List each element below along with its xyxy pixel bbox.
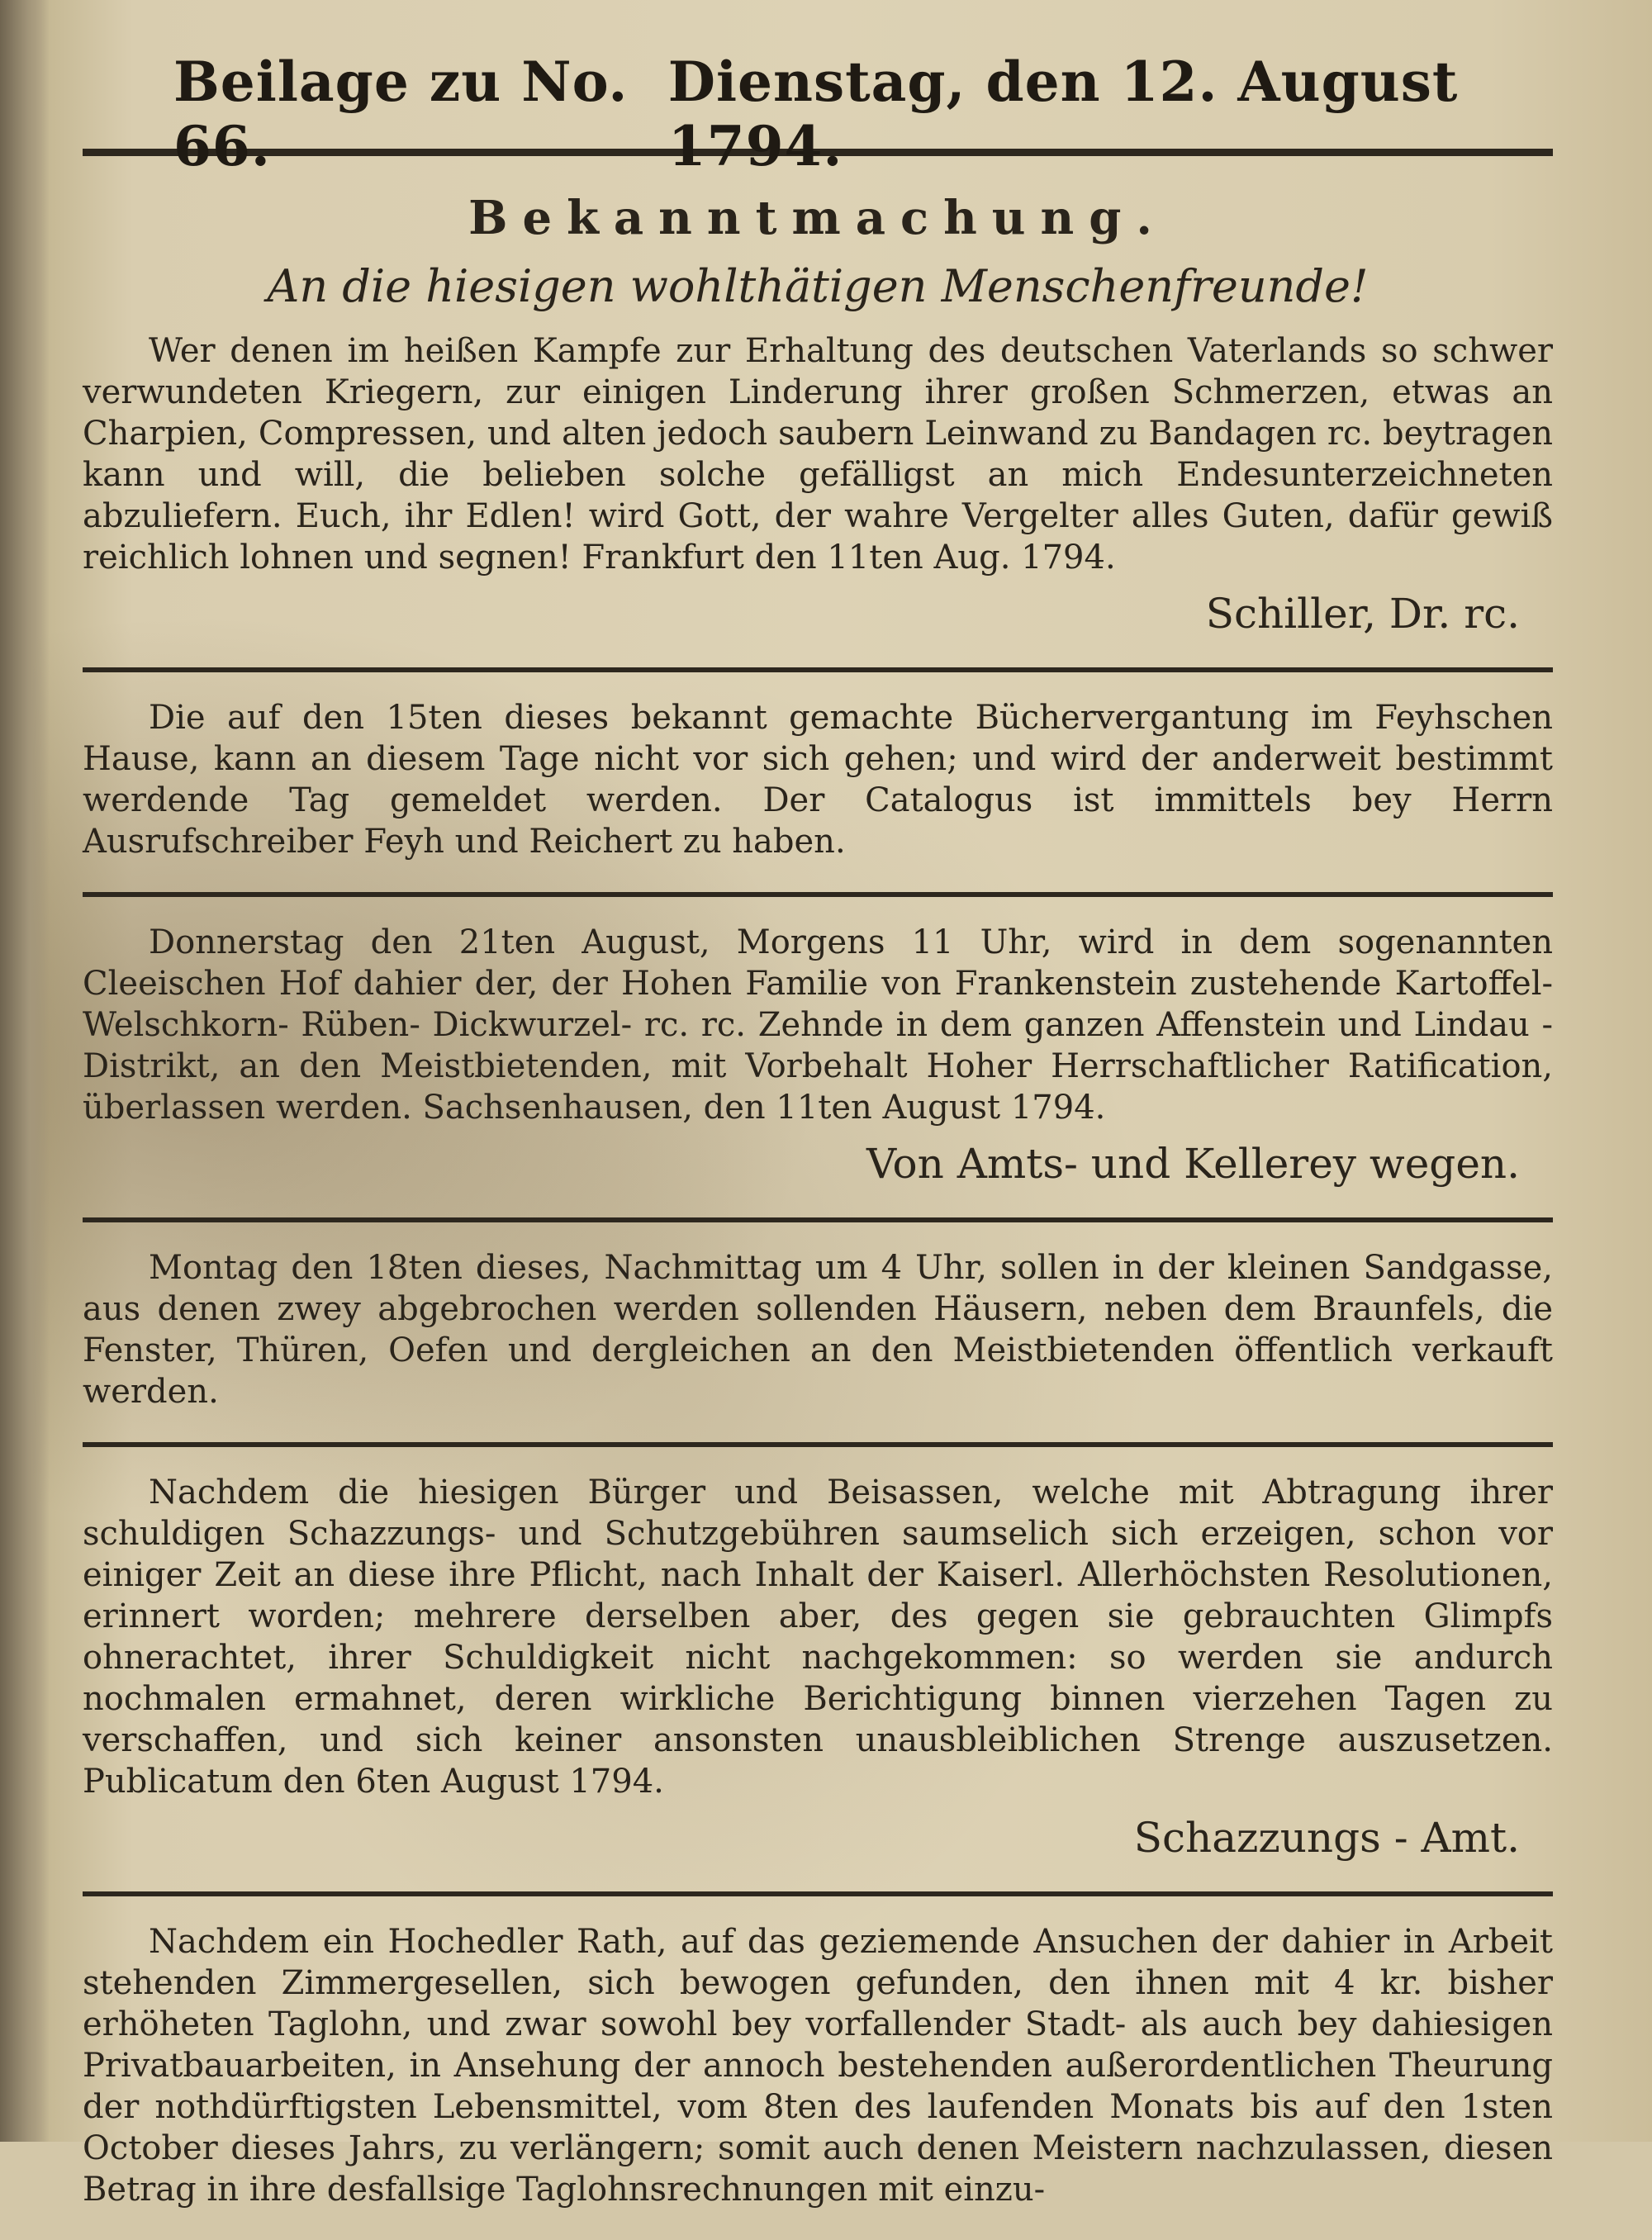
- masthead: [83, 50, 1553, 178]
- notice-4: [83, 1222, 1553, 1442]
- notice-body: Nachdem ein Hochedler Rath, auf das geziemende Ansuchen der dahier in Arbeit stehenden Zimmergesellen, sich bewogen gefunden, den ihnen mit 4 kr. bisher erhöheten Taglohn, und zwar sowohl bey vorfallender Stadt- als auch bey dahiesigen Privatbauarbeiten, in Ansehung der annoch bestehenden außerordentlichen Theurung der nothdürftigsten Lebensmittel, vom 8ten des laufenden Monats bis auf den 1sten October dieses Jahrs, zu verlängern; somit auch denen Meistern nachzulassen, diesen Betrag in ihre desfallsige Taglohnsrechnungen mit einzu-: [83, 1923, 1553, 2209]
- issue-date: Dienstag, den 12. August 1794.: [667, 50, 1459, 178]
- notice-signature: Von Amts- und Kellerey wegen.: [866, 1140, 1520, 1188]
- book-spine-shadow: [0, 0, 50, 2142]
- notice-body: Donnerstag den 21ten August, Morgens 11 Uhr, wird in dem sogenannten Cleeischen Hof dahier der, der Hohen Familie von Frankenstein zustehende Kartoffel- Welschkorn- Rüben- Dickwurzel- rc. rc. Zehnde in dem ganzen Affenstein und Lindau - Distrikt, an den Meistbietenden, mit Vorbehalt Hoher Herrschaftlicher Ratification, überlassen werden. Sachsenhausen, den 11ten August 1794.: [83, 923, 1553, 1127]
- notice-body: Montag den 18ten dieses, Nachmittag um 4 Uhr, sollen in der kleinen Sandgasse, aus denen zwey abgebrochen werden sollenden Häusern, neben dem Braunfels, die Fenster, Thüren, Oefen und dergleichen an den Meistbietenden öffentlich verkauft werden.: [83, 1249, 1553, 1411]
- notice-body: Nachdem die hiesigen Bürger und Beisassen, welche mit Abtragung ihrer schuldigen Schazzungs- und Schutzgebühren saumselich sich erzeigen, schon vor einiger Zeit an diese ihre Pflicht, nach Inhalt der Kaiserl. Allerhöchsten Resolutionen, erinnert worden; mehrere derselben aber, des gegen sie gebrauchten Glimpfs ohnerachtet, ihrer Schuldigkeit nicht nachgekommen: so werden sie andurch nochmalen ermahnet, deren wirkliche Berichtigung binnen vierzehen Tagen zu verschaffen, und sich keiner ansonsten unausbleiblichen Strenge auszusetzen. Publicatum den 6ten August 1794.: [83, 1474, 1553, 1801]
- notice-signature: Schazzungs - Amt.: [1133, 1814, 1520, 1862]
- notice-6: [83, 1896, 1553, 2240]
- notice-3: [83, 897, 1553, 1217]
- notice-headline: Bekanntmachung.: [468, 191, 1167, 245]
- notice-signature: Schiller, Dr. rc.: [1205, 590, 1520, 638]
- notice-5: [83, 1447, 1553, 1891]
- notice-1: [83, 156, 1553, 667]
- notice-body: Wer denen im heißen Kampfe zur Erhaltung des deutschen Vaterlands so schwer verwundeten Kriegern, zur einigen Linderung ihrer großen Schmerzen, etwas an Charpien, Compressen, und alten jedoch saubern Leinwand zu Bandagen rc. beytragen kann und will, die belieben solche gefälligst an mich Endesunterzeichneten abzuliefern. Euch, ihr Edlen! wird Gott, der wahre Vergelter alles Guten, dafür gewiß reichlich lohnen und segnen! Frankfurt den 11ten Aug. 1794.: [83, 332, 1553, 577]
- notice-subhead: An die hiesigen wohlthätigen Menschenfreunde!: [267, 260, 1369, 312]
- notice-2: [83, 672, 1553, 892]
- page-content: [83, 50, 1553, 2240]
- supplement-label: Beilage zu No. 66.: [173, 50, 629, 178]
- notice-body: Die auf den 15ten dieses bekannt gemachte Büchervergantung im Feyhschen Hause, kann an diesem Tage nicht vor sich gehen; und wird der anderweit bestimmt werdende Tag gemeldet werden. Der Catalogus ist immittels bey Herrn Ausrufschreiber Feyh und Reichert zu haben.: [83, 699, 1553, 861]
